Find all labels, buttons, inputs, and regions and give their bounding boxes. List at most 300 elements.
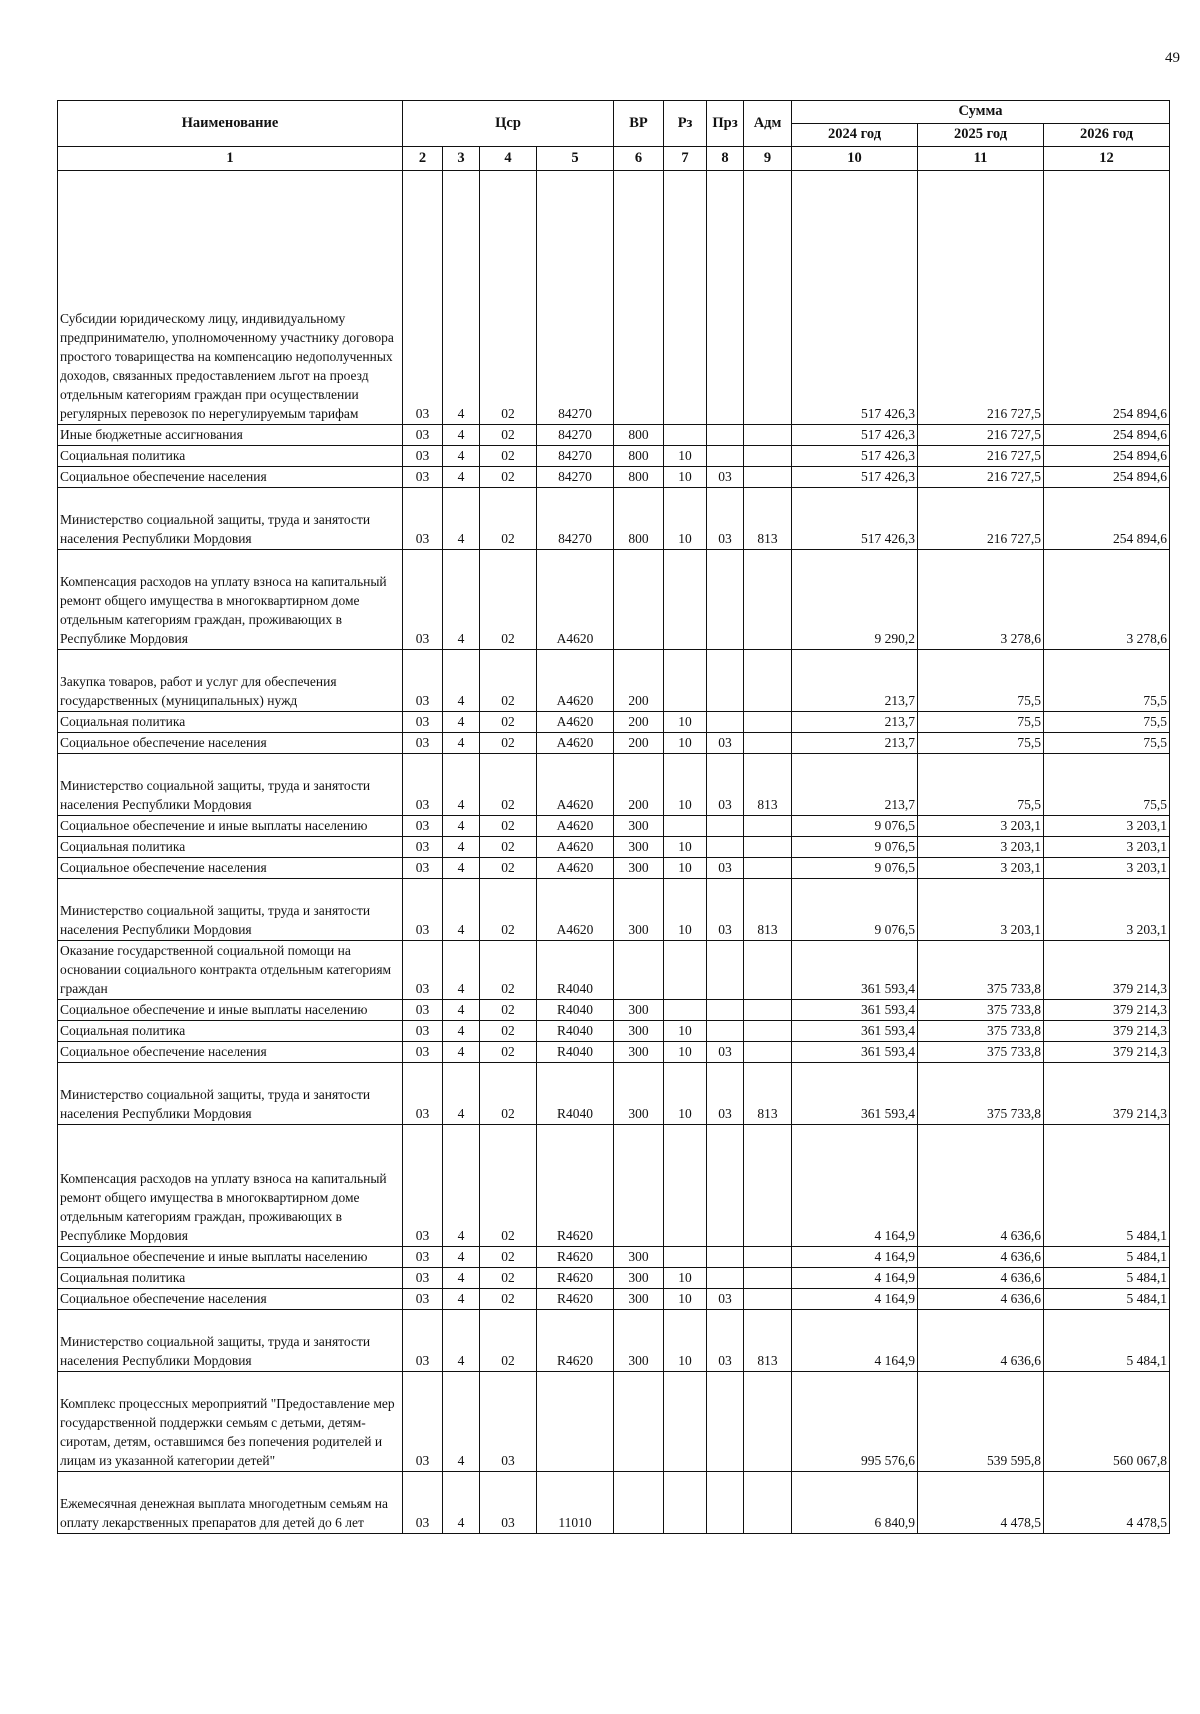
page-number: 49 bbox=[1165, 50, 1180, 66]
csr-type: 4 bbox=[443, 425, 480, 446]
row-name: Социальное обеспечение и иные выплаты населению bbox=[58, 816, 403, 837]
csr-type: 4 bbox=[443, 488, 480, 550]
csr-subprogram: 02 bbox=[480, 446, 537, 467]
rz-code: 10 bbox=[664, 712, 707, 733]
sum-2024: 361 593,4 bbox=[792, 941, 918, 1000]
adm-code bbox=[744, 1372, 792, 1472]
vr-code bbox=[614, 550, 664, 650]
sum-2024: 517 426,3 bbox=[792, 488, 918, 550]
sum-2025: 216 727,5 bbox=[918, 467, 1044, 488]
csr-subprogram: 02 bbox=[480, 712, 537, 733]
table-row bbox=[58, 1289, 1170, 1310]
sum-2025: 216 727,5 bbox=[918, 446, 1044, 467]
csr-program: 03 bbox=[403, 1042, 443, 1063]
csr-direction: А4620 bbox=[537, 733, 614, 754]
csr-type: 4 bbox=[443, 712, 480, 733]
vr-code bbox=[614, 1472, 664, 1534]
vr-code: 300 bbox=[614, 879, 664, 941]
header-year-2024: 2024 год bbox=[792, 124, 918, 147]
table-row bbox=[58, 941, 1170, 1000]
sum-2024: 9 076,5 bbox=[792, 837, 918, 858]
sum-2026: 3 203,1 bbox=[1044, 816, 1170, 837]
row-name: Социальная политика bbox=[58, 1021, 403, 1042]
csr-program: 03 bbox=[403, 1247, 443, 1268]
csr-subprogram: 02 bbox=[480, 754, 537, 816]
sum-2025: 75,5 bbox=[918, 712, 1044, 733]
header-prz: Прз bbox=[707, 101, 744, 147]
csr-type: 4 bbox=[443, 1063, 480, 1125]
csr-direction bbox=[537, 1372, 614, 1472]
sum-2025: 4 636,6 bbox=[918, 1310, 1044, 1372]
prz-code: 03 bbox=[707, 733, 744, 754]
csr-type: 4 bbox=[443, 1472, 480, 1534]
column-number: 10 bbox=[792, 147, 918, 171]
sum-2025: 4 636,6 bbox=[918, 1289, 1044, 1310]
csr-program: 03 bbox=[403, 1372, 443, 1472]
row-name: Социальная политика bbox=[58, 837, 403, 858]
column-number: 9 bbox=[744, 147, 792, 171]
sum-2025: 3 203,1 bbox=[918, 837, 1044, 858]
csr-direction: 84270 bbox=[537, 171, 614, 425]
prz-code bbox=[707, 1021, 744, 1042]
sum-2024: 6 840,9 bbox=[792, 1472, 918, 1534]
csr-subprogram: 03 bbox=[480, 1372, 537, 1472]
column-number: 8 bbox=[707, 147, 744, 171]
rz-code: 10 bbox=[664, 1268, 707, 1289]
sum-2024: 4 164,9 bbox=[792, 1247, 918, 1268]
csr-program: 03 bbox=[403, 1000, 443, 1021]
column-number: 5 bbox=[537, 147, 614, 171]
csr-direction: R4040 bbox=[537, 1063, 614, 1125]
sum-2026: 560 067,8 bbox=[1044, 1372, 1170, 1472]
adm-code: 813 bbox=[744, 488, 792, 550]
sum-2024: 9 076,5 bbox=[792, 816, 918, 837]
row-name: Социальное обеспечение и иные выплаты населению bbox=[58, 1000, 403, 1021]
sum-2026: 75,5 bbox=[1044, 712, 1170, 733]
row-name: Социальное обеспечение населения bbox=[58, 1042, 403, 1063]
csr-program: 03 bbox=[403, 879, 443, 941]
row-name: Социальное обеспечение населения bbox=[58, 858, 403, 879]
csr-subprogram: 02 bbox=[480, 425, 537, 446]
header-sum: Сумма bbox=[792, 101, 1170, 124]
csr-program: 03 bbox=[403, 816, 443, 837]
prz-code: 03 bbox=[707, 1289, 744, 1310]
csr-program: 03 bbox=[403, 1063, 443, 1125]
csr-type: 4 bbox=[443, 650, 480, 712]
csr-program: 03 bbox=[403, 1268, 443, 1289]
csr-subprogram: 02 bbox=[480, 1268, 537, 1289]
csr-program: 03 bbox=[403, 467, 443, 488]
rz-code bbox=[664, 1000, 707, 1021]
csr-type: 4 bbox=[443, 1247, 480, 1268]
prz-code: 03 bbox=[707, 488, 744, 550]
sum-2026: 379 214,3 bbox=[1044, 1021, 1170, 1042]
sum-2026: 5 484,1 bbox=[1044, 1310, 1170, 1372]
vr-code: 200 bbox=[614, 712, 664, 733]
column-numbers-row bbox=[58, 147, 1170, 171]
csr-type: 4 bbox=[443, 1372, 480, 1472]
sum-2024: 517 426,3 bbox=[792, 467, 918, 488]
sum-2025: 375 733,8 bbox=[918, 1063, 1044, 1125]
table-row bbox=[58, 1125, 1170, 1247]
row-name: Компенсация расходов на уплату взноса на капитальный ремонт общего имущества в многоквартирном доме отдельным категориям граждан, проживающих в Республике Мордовия bbox=[58, 1125, 403, 1247]
sum-2024: 213,7 bbox=[792, 712, 918, 733]
csr-type: 4 bbox=[443, 550, 480, 650]
row-name: Компенсация расходов на уплату взноса на капитальный ремонт общего имущества в многоквартирном доме отдельным категориям граждан, проживающих в Республике Мордовия bbox=[58, 550, 403, 650]
csr-subprogram: 02 bbox=[480, 837, 537, 858]
sum-2025: 216 727,5 bbox=[918, 425, 1044, 446]
vr-code: 300 bbox=[614, 1021, 664, 1042]
csr-direction: R4620 bbox=[537, 1268, 614, 1289]
prz-code bbox=[707, 1247, 744, 1268]
csr-type: 4 bbox=[443, 1042, 480, 1063]
csr-subprogram: 02 bbox=[480, 467, 537, 488]
row-name: Комплекс процессных мероприятий "Предоставление мер государственной поддержки семьям с детьми, детям-сиротам, детям, оставшимся без попечения родителей и лицам из указанной категории детей" bbox=[58, 1372, 403, 1472]
csr-direction: R4620 bbox=[537, 1310, 614, 1372]
csr-direction: А4620 bbox=[537, 650, 614, 712]
adm-code bbox=[744, 1021, 792, 1042]
adm-code bbox=[744, 1247, 792, 1268]
table-row bbox=[58, 712, 1170, 733]
csr-subprogram: 02 bbox=[480, 941, 537, 1000]
row-name: Социальная политика bbox=[58, 1268, 403, 1289]
sum-2026: 254 894,6 bbox=[1044, 488, 1170, 550]
adm-code: 813 bbox=[744, 879, 792, 941]
csr-direction: 84270 bbox=[537, 467, 614, 488]
csr-type: 4 bbox=[443, 858, 480, 879]
csr-direction: 84270 bbox=[537, 425, 614, 446]
csr-direction: R4620 bbox=[537, 1289, 614, 1310]
csr-subprogram: 02 bbox=[480, 1289, 537, 1310]
sum-2025: 3 203,1 bbox=[918, 879, 1044, 941]
prz-code bbox=[707, 1472, 744, 1534]
table-row bbox=[58, 446, 1170, 467]
row-name: Министерство социальной защиты, труда и занятости населения Республики Мордовия bbox=[58, 879, 403, 941]
csr-subprogram: 02 bbox=[480, 550, 537, 650]
sum-2026: 254 894,6 bbox=[1044, 171, 1170, 425]
rz-code: 10 bbox=[664, 733, 707, 754]
column-number: 1 bbox=[58, 147, 403, 171]
adm-code bbox=[744, 712, 792, 733]
vr-code bbox=[614, 171, 664, 425]
rz-code bbox=[664, 171, 707, 425]
sum-2026: 5 484,1 bbox=[1044, 1268, 1170, 1289]
prz-code: 03 bbox=[707, 754, 744, 816]
rz-code bbox=[664, 550, 707, 650]
sum-2024: 4 164,9 bbox=[792, 1125, 918, 1247]
csr-direction: А4620 bbox=[537, 816, 614, 837]
rz-code: 10 bbox=[664, 1063, 707, 1125]
column-number: 12 bbox=[1044, 147, 1170, 171]
rz-code bbox=[664, 1372, 707, 1472]
header-name: Наименование bbox=[58, 101, 403, 147]
sum-2024: 4 164,9 bbox=[792, 1268, 918, 1289]
sum-2026: 3 203,1 bbox=[1044, 837, 1170, 858]
sum-2024: 361 593,4 bbox=[792, 1063, 918, 1125]
adm-code bbox=[744, 858, 792, 879]
sum-2025: 4 636,6 bbox=[918, 1268, 1044, 1289]
adm-code bbox=[744, 467, 792, 488]
csr-program: 03 bbox=[403, 837, 443, 858]
row-name: Социальное обеспечение населения bbox=[58, 733, 403, 754]
csr-type: 4 bbox=[443, 837, 480, 858]
csr-subprogram: 02 bbox=[480, 1063, 537, 1125]
vr-code: 300 bbox=[614, 1042, 664, 1063]
csr-type: 4 bbox=[443, 1000, 480, 1021]
vr-code: 200 bbox=[614, 733, 664, 754]
rz-code bbox=[664, 650, 707, 712]
prz-code bbox=[707, 1000, 744, 1021]
sum-2025: 375 733,8 bbox=[918, 941, 1044, 1000]
row-name: Субсидии юридическому лицу, индивидуальному предпринимателю, уполномоченному участнику договора простого товарищества на компенсацию недополученных доходов, связанных предоставлением льгот на проезд отдельным категориям граждан при осуществлении регулярных перевозок по нерегулируемым тарифам bbox=[58, 171, 403, 425]
csr-direction: R4040 bbox=[537, 1021, 614, 1042]
sum-2024: 4 164,9 bbox=[792, 1289, 918, 1310]
csr-type: 4 bbox=[443, 879, 480, 941]
table-body bbox=[58, 171, 1170, 1534]
csr-program: 03 bbox=[403, 425, 443, 446]
prz-code: 03 bbox=[707, 858, 744, 879]
prz-code bbox=[707, 941, 744, 1000]
sum-2025: 4 636,6 bbox=[918, 1247, 1044, 1268]
table-row bbox=[58, 879, 1170, 941]
prz-code: 03 bbox=[707, 467, 744, 488]
row-name: Министерство социальной защиты, труда и занятости населения Республики Мордовия bbox=[58, 1310, 403, 1372]
sum-2025: 4 636,6 bbox=[918, 1125, 1044, 1247]
adm-code bbox=[744, 816, 792, 837]
csr-direction: R4040 bbox=[537, 1042, 614, 1063]
prz-code bbox=[707, 816, 744, 837]
prz-code bbox=[707, 171, 744, 425]
table-row bbox=[58, 1021, 1170, 1042]
csr-type: 4 bbox=[443, 1268, 480, 1289]
sum-2025: 375 733,8 bbox=[918, 1042, 1044, 1063]
csr-program: 03 bbox=[403, 650, 443, 712]
sum-2026: 5 484,1 bbox=[1044, 1125, 1170, 1247]
csr-subprogram: 02 bbox=[480, 816, 537, 837]
table-row bbox=[58, 733, 1170, 754]
sum-2024: 361 593,4 bbox=[792, 1042, 918, 1063]
sum-2025: 216 727,5 bbox=[918, 488, 1044, 550]
row-name: Социальная политика bbox=[58, 712, 403, 733]
rz-code: 10 bbox=[664, 1289, 707, 1310]
csr-subprogram: 02 bbox=[480, 1125, 537, 1247]
rz-code bbox=[664, 1247, 707, 1268]
vr-code: 800 bbox=[614, 467, 664, 488]
csr-direction: 84270 bbox=[537, 446, 614, 467]
sum-2025: 539 595,8 bbox=[918, 1372, 1044, 1472]
rz-code: 10 bbox=[664, 488, 707, 550]
sum-2024: 4 164,9 bbox=[792, 1310, 918, 1372]
adm-code bbox=[744, 733, 792, 754]
header-year-2026: 2026 год bbox=[1044, 124, 1170, 147]
csr-type: 4 bbox=[443, 1125, 480, 1247]
csr-program: 03 bbox=[403, 858, 443, 879]
csr-type: 4 bbox=[443, 733, 480, 754]
vr-code: 800 bbox=[614, 425, 664, 446]
prz-code bbox=[707, 1372, 744, 1472]
prz-code: 03 bbox=[707, 1042, 744, 1063]
prz-code bbox=[707, 712, 744, 733]
csr-type: 4 bbox=[443, 467, 480, 488]
prz-code bbox=[707, 837, 744, 858]
vr-code: 300 bbox=[614, 1063, 664, 1125]
csr-program: 03 bbox=[403, 446, 443, 467]
prz-code bbox=[707, 1268, 744, 1289]
sum-2026: 3 203,1 bbox=[1044, 879, 1170, 941]
csr-direction: 11010 bbox=[537, 1472, 614, 1534]
csr-direction: А4620 bbox=[537, 837, 614, 858]
sum-2026: 5 484,1 bbox=[1044, 1247, 1170, 1268]
table-row bbox=[58, 467, 1170, 488]
csr-subprogram: 02 bbox=[480, 733, 537, 754]
table-row bbox=[58, 550, 1170, 650]
csr-program: 03 bbox=[403, 941, 443, 1000]
csr-program: 03 bbox=[403, 1125, 443, 1247]
adm-code bbox=[744, 1289, 792, 1310]
rz-code bbox=[664, 1125, 707, 1247]
csr-direction: R4040 bbox=[537, 1000, 614, 1021]
adm-code bbox=[744, 650, 792, 712]
prz-code: 03 bbox=[707, 879, 744, 941]
adm-code: 813 bbox=[744, 1063, 792, 1125]
vr-code: 800 bbox=[614, 446, 664, 467]
vr-code: 800 bbox=[614, 488, 664, 550]
column-number: 4 bbox=[480, 147, 537, 171]
table-row bbox=[58, 1310, 1170, 1372]
sum-2024: 213,7 bbox=[792, 754, 918, 816]
table-row bbox=[58, 1372, 1170, 1472]
csr-type: 4 bbox=[443, 1310, 480, 1372]
adm-code bbox=[744, 1000, 792, 1021]
row-name: Закупка товаров, работ и услуг для обеспечения государственных (муниципальных) нужд bbox=[58, 650, 403, 712]
sum-2024: 9 076,5 bbox=[792, 858, 918, 879]
vr-code bbox=[614, 941, 664, 1000]
adm-code bbox=[744, 1125, 792, 1247]
vr-code: 200 bbox=[614, 650, 664, 712]
csr-program: 03 bbox=[403, 1310, 443, 1372]
adm-code bbox=[744, 1268, 792, 1289]
row-name: Министерство социальной защиты, труда и занятости населения Республики Мордовия bbox=[58, 1063, 403, 1125]
sum-2024: 213,7 bbox=[792, 650, 918, 712]
csr-direction: R4620 bbox=[537, 1125, 614, 1247]
sum-2025: 75,5 bbox=[918, 733, 1044, 754]
sum-2024: 517 426,3 bbox=[792, 171, 918, 425]
adm-code bbox=[744, 1472, 792, 1534]
rz-code: 10 bbox=[664, 879, 707, 941]
vr-code: 300 bbox=[614, 1310, 664, 1372]
sum-2024: 517 426,3 bbox=[792, 446, 918, 467]
sum-2026: 254 894,6 bbox=[1044, 425, 1170, 446]
header-csr: Цср bbox=[403, 101, 614, 147]
sum-2025: 3 203,1 bbox=[918, 858, 1044, 879]
table-row bbox=[58, 1472, 1170, 1534]
vr-code: 300 bbox=[614, 1000, 664, 1021]
csr-program: 03 bbox=[403, 754, 443, 816]
rz-code bbox=[664, 425, 707, 446]
table-row bbox=[58, 171, 1170, 425]
column-number: 11 bbox=[918, 147, 1044, 171]
csr-direction: А4620 bbox=[537, 550, 614, 650]
table-row bbox=[58, 858, 1170, 879]
adm-code bbox=[744, 446, 792, 467]
csr-direction: 84270 bbox=[537, 488, 614, 550]
csr-direction: А4620 bbox=[537, 879, 614, 941]
sum-2026: 3 203,1 bbox=[1044, 858, 1170, 879]
rz-code bbox=[664, 816, 707, 837]
adm-code bbox=[744, 550, 792, 650]
prz-code bbox=[707, 650, 744, 712]
csr-type: 4 bbox=[443, 816, 480, 837]
csr-subprogram: 02 bbox=[480, 1021, 537, 1042]
sum-2025: 3 203,1 bbox=[918, 816, 1044, 837]
table-row bbox=[58, 425, 1170, 446]
csr-direction: А4620 bbox=[537, 712, 614, 733]
sum-2024: 361 593,4 bbox=[792, 1021, 918, 1042]
csr-type: 4 bbox=[443, 941, 480, 1000]
csr-subprogram: 02 bbox=[480, 1247, 537, 1268]
table-row bbox=[58, 488, 1170, 550]
sum-2026: 75,5 bbox=[1044, 733, 1170, 754]
csr-program: 03 bbox=[403, 712, 443, 733]
csr-subprogram: 02 bbox=[480, 858, 537, 879]
csr-subprogram: 02 bbox=[480, 879, 537, 941]
csr-direction: R4040 bbox=[537, 941, 614, 1000]
adm-code: 813 bbox=[744, 754, 792, 816]
sum-2026: 379 214,3 bbox=[1044, 1000, 1170, 1021]
row-name: Социальное обеспечение и иные выплаты населению bbox=[58, 1247, 403, 1268]
sum-2024: 213,7 bbox=[792, 733, 918, 754]
header-year-2025: 2025 год bbox=[918, 124, 1044, 147]
csr-program: 03 bbox=[403, 171, 443, 425]
adm-code bbox=[744, 837, 792, 858]
table-header bbox=[58, 101, 1170, 171]
csr-type: 4 bbox=[443, 1021, 480, 1042]
vr-code: 300 bbox=[614, 816, 664, 837]
sum-2026: 254 894,6 bbox=[1044, 467, 1170, 488]
table-row bbox=[58, 816, 1170, 837]
csr-program: 03 bbox=[403, 733, 443, 754]
sum-2026: 379 214,3 bbox=[1044, 1063, 1170, 1125]
rz-code: 10 bbox=[664, 754, 707, 816]
header-rz: Рз bbox=[664, 101, 707, 147]
prz-code bbox=[707, 446, 744, 467]
header-vr: ВР bbox=[614, 101, 664, 147]
table-row bbox=[58, 754, 1170, 816]
prz-code: 03 bbox=[707, 1063, 744, 1125]
vr-code bbox=[614, 1125, 664, 1247]
sum-2024: 9 076,5 bbox=[792, 879, 918, 941]
sum-2026: 75,5 bbox=[1044, 754, 1170, 816]
rz-code: 10 bbox=[664, 837, 707, 858]
column-number: 7 bbox=[664, 147, 707, 171]
row-name: Социальное обеспечение населения bbox=[58, 1289, 403, 1310]
vr-code: 300 bbox=[614, 858, 664, 879]
csr-program: 03 bbox=[403, 1289, 443, 1310]
table-row bbox=[58, 1063, 1170, 1125]
rz-code: 10 bbox=[664, 1042, 707, 1063]
header-adm: Адм bbox=[744, 101, 792, 147]
adm-code: 813 bbox=[744, 1310, 792, 1372]
csr-program: 03 bbox=[403, 1021, 443, 1042]
prz-code: 03 bbox=[707, 1310, 744, 1372]
sum-2025: 4 478,5 bbox=[918, 1472, 1044, 1534]
csr-subprogram: 02 bbox=[480, 1042, 537, 1063]
sum-2024: 361 593,4 bbox=[792, 1000, 918, 1021]
adm-code bbox=[744, 1042, 792, 1063]
table-row bbox=[58, 1042, 1170, 1063]
vr-code: 300 bbox=[614, 1268, 664, 1289]
csr-subprogram: 02 bbox=[480, 171, 537, 425]
